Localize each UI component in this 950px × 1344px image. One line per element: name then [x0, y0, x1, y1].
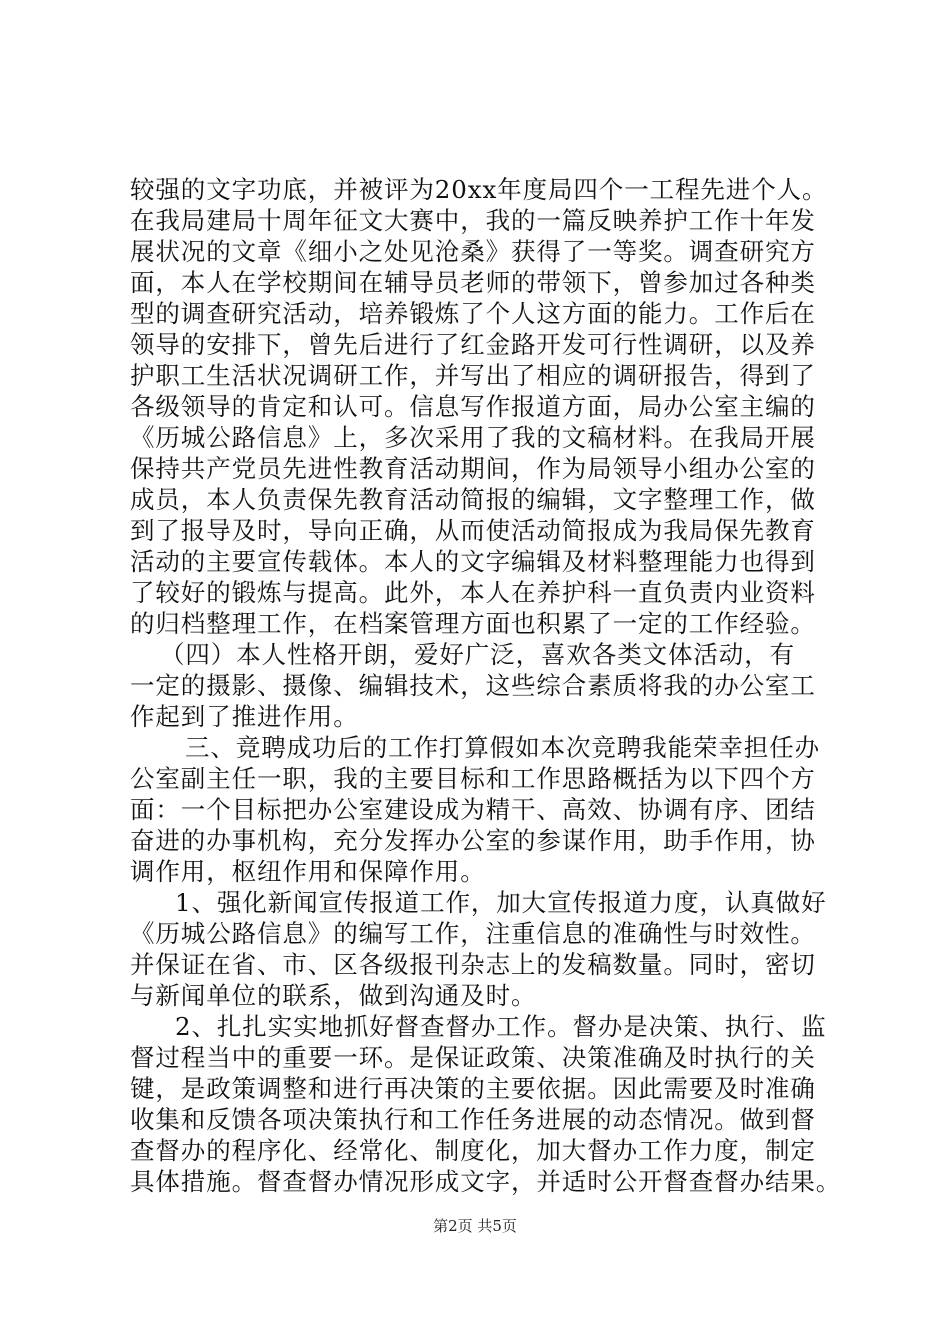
text-line: 公室副主任一职，我的主要目标和工作思路概括为以下四个方	[130, 764, 816, 793]
text-line: 到了报导及时，导向正确，从而使活动简报成为我局保先教育	[130, 516, 816, 545]
text-line: 一定的摄影、摄像、编辑技术，这些综合素质将我的办公室工	[130, 671, 816, 700]
text-line: 较强的文字功底，并被评为20xx年度局四个一工程先进个人。	[130, 175, 828, 204]
text-line: 在我局建局十周年征文大赛中，我的一篇反映养护工作十年发	[130, 206, 816, 235]
text-line: 1、强化新闻宣传报道工作，加大宣传报道力度，认真做好	[175, 888, 827, 917]
text-line: 作起到了推进作用。	[130, 702, 359, 731]
text-line: 保持共产党员先进性教育活动期间，作为局领导小组办公室的	[130, 454, 816, 483]
text-line: 各级领导的肯定和认可。信息写作报道方面，局办公室主编的	[130, 392, 816, 421]
text-line: 三、竞聘成功后的工作打算假如本次竞聘我能荣幸担任办	[185, 733, 820, 762]
text-line: （四）本人性格开朗，爱好广泛，喜欢各类文体活动，有	[160, 640, 795, 669]
text-line: 活动的主要宣传载体。本人的文字编辑及材料整理能力也得到	[130, 547, 816, 576]
text-line: 型的调查研究活动，培养锻炼了个人这方面的能力。工作后在	[130, 299, 816, 328]
text-line: 成员，本人负责保先教育活动简报的编辑，文字整理工作，做	[130, 485, 816, 514]
page-number-footer: 第2页 共5页	[433, 1217, 517, 1235]
text-line: 护职工生活状况调研工作，并写出了相应的调研报告，得到了	[130, 361, 816, 390]
text-line: 《历城公路信息》的编写工作，注重信息的准确性与时效性。	[130, 919, 816, 948]
text-line: 了较好的锻炼与提高。此外，本人在养护科一直负责内业资料	[130, 578, 816, 607]
text-line: 具体措施。督查督办情况形成文字，并适时公开督查督办结果。	[130, 1167, 842, 1196]
text-line: 并保证在省、市、区各级报刊杂志上的发稿数量。同时，密切	[130, 950, 816, 979]
text-line: 与新闻单位的联系，做到沟通及时。	[130, 981, 537, 1010]
text-line: 的归档整理工作，在档案管理方面也积累了一定的工作经验。	[130, 609, 816, 638]
text-line: 查督办的程序化、经常化、制度化，加大督办工作力度，制定	[130, 1136, 816, 1165]
text-line: 面，本人在学校期间在辅导员老师的带领下，曾参加过各种类	[130, 268, 816, 297]
text-line: 面：一个目标把办公室建设成为精干、高效、协调有序、团结	[130, 795, 816, 824]
text-line: 展状况的文章《细小之处见沧桑》获得了一等奖。调查研究方	[130, 237, 816, 266]
text-line: 督过程当中的重要一环。是保证政策、决策准确及时执行的关	[130, 1043, 816, 1072]
text-line: 键，是政策调整和进行再决策的主要依据。因此需要及时准确	[130, 1074, 816, 1103]
text-line: 《历城公路信息》上，多次采用了我的文稿材料。在我局开展	[130, 423, 816, 452]
text-line: 2、扎扎实实地抓好督查督办工作。督办是决策、执行、监	[175, 1012, 827, 1041]
text-line: 收集和反馈各项决策执行和工作任务进展的动态情况。做到督	[130, 1105, 816, 1134]
text-line: 调作用，枢纽作用和保障作用。	[130, 857, 486, 886]
text-line: 领导的安排下，曾先后进行了红金路开发可行性调研，以及养	[130, 330, 816, 359]
text-line: 奋进的办事机构，充分发挥办公室的参谋作用，助手作用，协	[130, 826, 816, 855]
